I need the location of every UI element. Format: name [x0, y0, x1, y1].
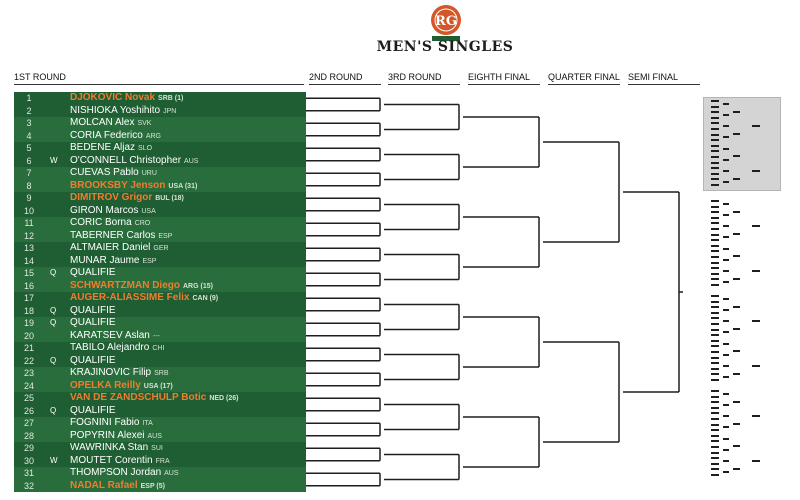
player-name-text: FOGNINI Fabio: [70, 417, 140, 428]
player-name-text: DJOKOVIC Novak: [70, 92, 156, 103]
mini-line: [711, 334, 719, 336]
mini-line: [711, 323, 719, 325]
mini-line: [711, 312, 719, 314]
player-name-text: MOUTET Corentin: [70, 454, 153, 466]
player-name-text: ALTMAIER Daniel: [70, 242, 151, 253]
mini-line: [723, 203, 729, 205]
mini-line: [711, 256, 719, 258]
mini-line: [723, 438, 729, 440]
mini-line: [733, 328, 740, 330]
round-label-third: 3RD ROUND: [388, 72, 460, 85]
mini-line: [711, 206, 719, 208]
mini-line: [711, 301, 719, 303]
player-name-text: QUALIFIE: [70, 317, 116, 328]
mini-line: [711, 122, 719, 124]
mini-line: [711, 162, 719, 164]
mini-line: [711, 184, 719, 186]
mini-line: [711, 239, 719, 241]
mini-line: [723, 248, 729, 250]
player-name-text: DIMITROV Grigor: [70, 192, 153, 203]
player-name-text: BROOKSBY Jenson: [70, 179, 166, 191]
mini-line: [711, 407, 719, 409]
player-country: ARG (15): [183, 282, 213, 290]
mini-line: [711, 373, 719, 375]
player-country: JPN: [163, 107, 177, 115]
player-country: CHI: [152, 345, 165, 352]
draw-number: 29: [23, 443, 34, 453]
mini-line: [733, 133, 740, 135]
mini-line: [711, 173, 719, 175]
mini-line: [711, 412, 719, 414]
mini-line: [733, 423, 740, 425]
round-label-second: 2ND ROUND: [309, 72, 381, 85]
mini-line: [723, 376, 729, 378]
draw-number: 16: [23, 280, 34, 291]
mini-line: [723, 415, 729, 417]
mini-line: [723, 320, 729, 322]
mini-line: [733, 468, 740, 470]
player-country: BUL (18): [155, 195, 184, 202]
player-name-text: AUGER-ALIASSIME Felix: [70, 292, 190, 303]
mini-line: [711, 379, 719, 381]
draw-number: 8: [26, 180, 32, 191]
player-name-text: POPYRIN Alexei: [70, 429, 145, 441]
mini-line: [723, 471, 729, 473]
player-name-text: O'CONNELL Christopher: [70, 154, 182, 166]
mini-line: [711, 468, 719, 470]
draw-number: 27: [23, 418, 34, 428]
mini-line: [752, 270, 760, 272]
mini-line: [723, 365, 729, 367]
mini-line: [723, 214, 729, 216]
draw-number: 10: [23, 205, 34, 216]
player-name-text: TABERNER Carlos: [70, 229, 156, 241]
mini-line: [711, 234, 719, 236]
draw-number: 11: [24, 218, 34, 228]
mini-line: [711, 457, 719, 459]
mini-line: [723, 460, 729, 462]
mini-line: [723, 309, 729, 311]
draw-number: 32: [23, 480, 34, 491]
mini-line: [733, 211, 740, 213]
player-name-text: CORIA Federico: [70, 129, 143, 141]
player-country: USA (31): [168, 182, 198, 190]
entry-tag: Q: [50, 405, 57, 415]
mini-line: [711, 273, 719, 275]
draw-number: 21: [23, 343, 34, 353]
mini-line: [723, 236, 729, 238]
mini-line: [711, 362, 719, 364]
player-country: SRB (1): [158, 95, 184, 102]
mini-line: [711, 117, 719, 119]
mini-line: [733, 255, 740, 257]
player-country: USA: [141, 207, 156, 215]
mini-line: [752, 320, 760, 322]
mini-line: [711, 474, 719, 476]
mini-line: [733, 155, 740, 157]
mini-line: [733, 306, 740, 308]
player-country: ESP: [142, 257, 157, 265]
draw-number: 6: [26, 155, 32, 166]
player-name-text: CUEVAS Pablo: [70, 167, 139, 178]
draw-number: 30: [23, 455, 34, 466]
mini-line: [723, 331, 729, 333]
mini-line: [711, 317, 719, 319]
mini-line: [711, 390, 719, 392]
mini-line: [711, 429, 719, 431]
player-country: ITA: [142, 420, 153, 427]
draw-number: 25: [23, 393, 34, 403]
mini-line: [752, 415, 760, 417]
mini-line: [711, 262, 719, 264]
mini-line: [711, 200, 719, 202]
mini-line: [711, 463, 719, 465]
mini-line: [711, 368, 719, 370]
mini-line: [711, 134, 719, 136]
draw-number: 28: [23, 430, 34, 441]
player-name-text: KRAJINOVIC Filip: [70, 367, 152, 378]
mini-line: [733, 373, 740, 375]
mini-line: [723, 270, 729, 272]
mini-line: [723, 281, 729, 283]
round-label-semi-final: SEMI FINAL: [628, 72, 700, 85]
mini-line: [711, 106, 719, 108]
mini-line: [723, 404, 729, 406]
mini-line: [711, 217, 719, 219]
mini-line: [711, 284, 719, 286]
mini-line: [723, 125, 729, 127]
draw-number: 19: [23, 318, 34, 328]
draw-number: 20: [23, 330, 34, 341]
entry-tag: Q: [50, 268, 57, 277]
player-country: ESP: [158, 232, 173, 240]
mini-line: [723, 354, 729, 356]
draw-number: 14: [23, 255, 34, 266]
draw-number: 2: [26, 105, 32, 116]
mini-line: [711, 245, 719, 247]
mini-line: [723, 103, 729, 105]
mini-line: [733, 233, 740, 235]
mini-line: [711, 111, 719, 113]
mini-line: [711, 267, 719, 269]
player-country: FRA: [155, 457, 170, 465]
player-country: NED (26): [209, 395, 239, 402]
page-title: MEN'S SINGLES: [376, 39, 514, 55]
mini-line: [752, 365, 760, 367]
mini-line: [711, 178, 719, 180]
player-name-text: OPELKA Reilly: [70, 379, 141, 391]
mini-line: [711, 440, 719, 442]
mini-line: [711, 435, 719, 437]
player-name-text: GIRON Marcos: [70, 204, 139, 216]
player-name-text: WAWRINKA Stan: [70, 442, 149, 453]
mini-line: [723, 136, 729, 138]
mini-line: [723, 393, 729, 395]
mini-line: [711, 128, 719, 130]
mini-line: [733, 401, 740, 403]
draw-number: 24: [23, 380, 34, 391]
mini-line: [711, 250, 719, 252]
draw-number: 26: [23, 405, 34, 416]
player-name-text: KARATSEV Aslan: [70, 329, 150, 341]
player-name-text: CORIC Borna: [70, 217, 132, 228]
mini-line: [711, 145, 719, 147]
draw-number: 4: [26, 130, 32, 141]
player-country: AUS: [147, 432, 162, 440]
draw-number: 17: [23, 293, 34, 303]
draw-number: 31: [23, 468, 34, 478]
player-country: SUI: [151, 445, 163, 452]
mini-line: [723, 148, 729, 150]
draw-number: 3: [26, 118, 32, 128]
player-name-text: MUNAR Jaume: [70, 254, 140, 266]
draw-number: 18: [23, 305, 34, 316]
mini-line: [711, 150, 719, 152]
mini-line: [733, 111, 740, 113]
mini-line: [711, 211, 719, 213]
round-label-quarter-final: QUARTER FINAL: [548, 72, 620, 85]
player-country: AUS: [184, 157, 199, 165]
mini-line: [723, 343, 729, 345]
entry-tag: Q: [50, 355, 57, 365]
mini-line: [733, 178, 740, 180]
player-name-text: QUALIFIE: [70, 354, 116, 366]
mini-line: [723, 181, 729, 183]
draw-number: 5: [26, 143, 32, 153]
player-country: CAN (9): [192, 295, 219, 302]
player-name-text: VAN DE ZANDSCHULP Botic: [70, 392, 207, 403]
player-name-text: NISHIOKA Yoshihito: [70, 104, 161, 116]
player-country: GER: [153, 245, 169, 252]
mini-line: [711, 329, 719, 331]
draw-number: 12: [23, 230, 34, 241]
draw-number: 13: [23, 243, 34, 253]
player-country: SVK: [137, 120, 152, 127]
player-name-text: MOLCAN Alex: [70, 117, 135, 128]
mini-line: [711, 139, 719, 141]
player-country: AUS: [164, 470, 179, 477]
mini-line: [711, 340, 719, 342]
player-name-text: SCHWARTZMAN Diego: [70, 279, 180, 291]
player-country: ESP (5): [140, 482, 165, 490]
mini-line: [711, 351, 719, 353]
mini-line: [752, 460, 760, 462]
entry-tag: Q: [50, 318, 57, 327]
player-name-text: QUALIFIE: [70, 304, 116, 316]
mini-line: [711, 306, 719, 308]
mini-line: [723, 449, 729, 451]
mini-line: [711, 167, 719, 169]
player-country: ---: [152, 332, 160, 340]
player-name-text: TABILO Alejandro: [70, 342, 150, 353]
mini-line: [711, 418, 719, 420]
mini-line: [752, 225, 760, 227]
mini-line: [711, 228, 719, 230]
entry-tag: W: [50, 155, 58, 165]
player-country: URU: [141, 170, 157, 177]
player-name-text: QUALIFIE: [70, 404, 116, 416]
mini-line: [711, 396, 719, 398]
draw-number: 15: [23, 268, 34, 278]
mini-line: [711, 278, 719, 280]
mini-line: [711, 156, 719, 158]
entry-tag: Q: [50, 305, 57, 315]
mini-line: [723, 259, 729, 261]
player-name-text: THOMPSON Jordan: [70, 467, 162, 478]
mini-line: [733, 445, 740, 447]
player-name-text: QUALIFIE: [70, 267, 116, 278]
mini-line: [752, 125, 760, 127]
player-country: SLO: [138, 145, 153, 152]
draw-number: 1: [26, 93, 32, 103]
mini-line: [733, 350, 740, 352]
entry-tag: W: [50, 455, 58, 465]
mini-line: [711, 424, 719, 426]
mini-line: [711, 452, 719, 454]
draw-number: 23: [23, 368, 34, 378]
mini-line: [711, 446, 719, 448]
mini-line: [711, 222, 719, 224]
player-country: SRB: [154, 370, 169, 377]
mini-line: [723, 159, 729, 161]
draw-number: 7: [26, 168, 32, 178]
mini-line: [723, 225, 729, 227]
mini-line: [711, 357, 719, 359]
player-name-text: NADAL Rafael: [70, 479, 138, 491]
mini-line: [723, 114, 729, 116]
player-country: CRO: [134, 220, 151, 227]
player-name-text: BEDENE Aljaz: [70, 142, 136, 153]
mini-line: [723, 426, 729, 428]
mini-line: [711, 295, 719, 297]
mini-line: [733, 278, 740, 280]
draw-number: 22: [23, 355, 34, 366]
mini-line: [723, 170, 729, 172]
svg-text:RG: RG: [435, 14, 457, 29]
mini-line: [711, 401, 719, 403]
round-label-eighth-final: EIGHTH FINAL: [468, 72, 540, 85]
mini-line: [711, 100, 719, 102]
draw-number: 9: [26, 193, 32, 203]
mini-line: [711, 345, 719, 347]
player-country: USA (17): [143, 382, 173, 390]
round-label-first: 1ST ROUND: [14, 72, 304, 85]
player-country: ARG: [145, 132, 161, 140]
mini-line: [723, 298, 729, 300]
mini-line: [752, 170, 760, 172]
